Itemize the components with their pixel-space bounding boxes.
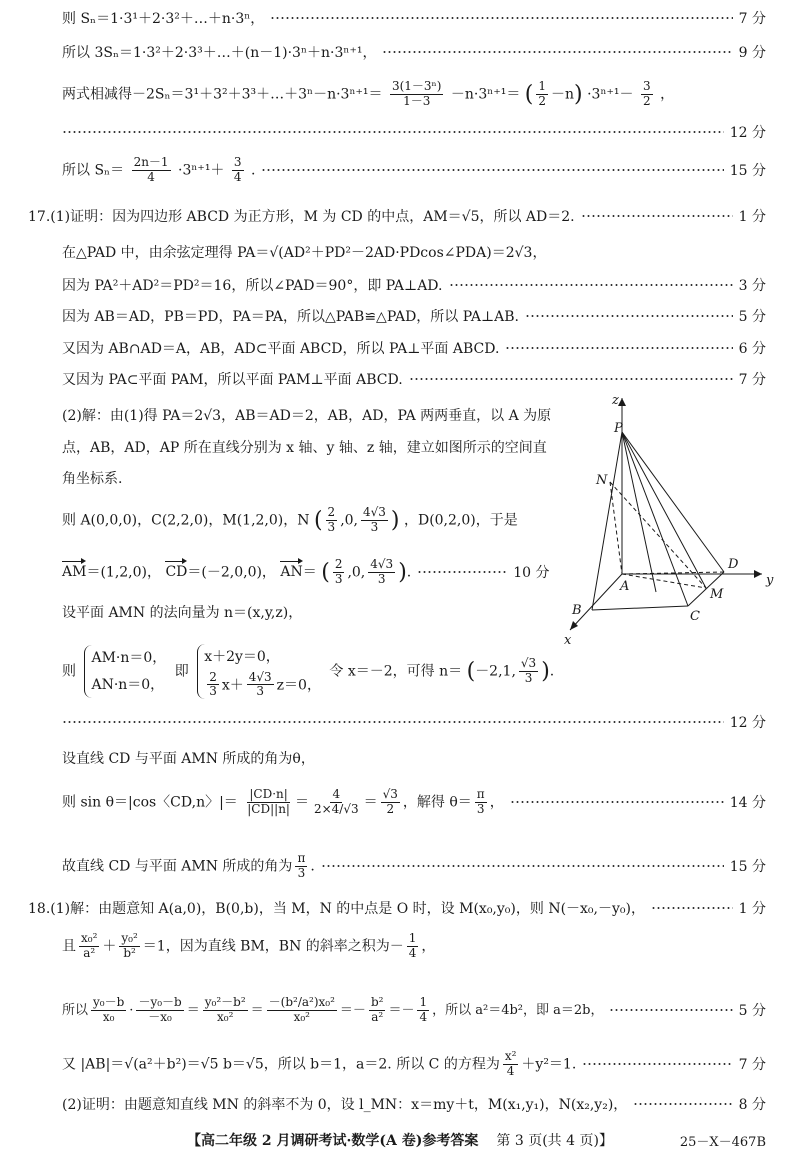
fraction: $\frac{\text{－y₀－b}}{\text{－x₀}}$ <box>138 995 182 1024</box>
solution-line: 所以 3Sₙ＝1·3²＋2·3³＋…＋(n－1)·3ⁿ＋n·3ⁿ⁺¹， 9 分 <box>62 42 766 62</box>
fraction: $\frac{√3}{3}$ <box>520 656 537 686</box>
score: 14 分 <box>729 795 766 812</box>
leader-dots <box>417 571 507 573</box>
score: 5 分 <box>738 309 766 325</box>
score: 12 分 <box>729 125 766 141</box>
solution-line: 角坐标系. <box>62 471 123 487</box>
fraction: $\frac{\text{－(b²/a²)x₀²}}{\text{x₀²}}$ <box>268 995 335 1024</box>
fraction: $\frac{\text{x²}}{4}$ <box>504 1049 517 1078</box>
score: 1 分 <box>738 209 766 225</box>
leader-dots <box>409 378 733 380</box>
fraction: $\frac{√3}{2}$ <box>382 787 398 816</box>
fraction: $\frac{4√3}{3}$ <box>363 505 386 534</box>
equation-system: x＋2y＝0， $\frac{2}{3}$ x＋ $\frac{4√3}{3}$ z＝0， <box>197 644 321 699</box>
fraction: $\frac{1}{2}$ <box>538 79 547 108</box>
score: 15 分 <box>729 163 766 180</box>
solution-line: 所以 Sₙ＝ $\frac{2n-1}{4}$ ·3ⁿ⁺¹＋ $\frac{3}{4}$ . 15 分 <box>62 155 766 184</box>
fraction: $\frac{1}{4}$ <box>419 995 428 1024</box>
leader-dots <box>651 907 733 909</box>
leader-dots <box>382 51 732 53</box>
fraction: $\frac{\pi}{3}$ <box>297 851 306 880</box>
score: 7 分 <box>738 11 766 27</box>
score: 9 分 <box>738 45 766 61</box>
fraction: $\frac{3}{4}$ <box>233 155 242 184</box>
fraction: $\frac{4}{2\times 4/√3}$ <box>313 787 359 816</box>
leader-dots <box>505 347 732 349</box>
fraction: $\frac{\text{b²}}{\text{a²}}$ <box>370 995 384 1024</box>
problem-17-header: 17.(1)证明：因为四边形 ABCD 为正方形，M 为 CD 的中点，AM＝√5，所以 AD＝2. 1 分 <box>28 206 766 226</box>
leader-dots <box>609 1009 732 1011</box>
svg-text:z: z <box>612 393 619 408</box>
x-axis <box>570 574 622 630</box>
solution-line: 两式相减得－2Sₙ＝3¹＋3²＋3³＋…＋3ⁿ－n·3ⁿ⁺¹＝ $\frac{\text{3(1－3ⁿ)}}{1-3}$ －n·3ⁿ⁺¹＝ ( $\frac{1}{2}$ －n) ·3ⁿ⁺¹－ $\frac{3}{2}$ ， <box>62 79 675 108</box>
solution-line: 故直线 CD 与平面 AMN 所成的角为 $\frac{\pi}{3}$ . 15 分 <box>62 851 766 880</box>
solution-line: 则 AM·n＝0， AN·n＝0， 即 x＋2y＝0， $\frac{2}{3}$ x＋ $\frac{4√3}{3}$ z＝0， 令 x＝－2，可得 n＝ (－2,1, $\frac{√3}{3}$ ). <box>62 644 766 699</box>
solution-line: 因为 AB＝AD，PB＝PD，PA＝PA，所以△PAB≌△PAD，所以 PA⊥AB. 5 分 <box>62 306 766 326</box>
solution-line: AM＝(1,2,0)， CD＝(－2,0,0)， AN＝ ( $\frac{2}{3}$ ,0, $\frac{4√3}{3}$ ). 10 分 <box>62 557 550 586</box>
fraction: $\frac{\text{x₀²}}{\text{a²}}$ <box>81 931 98 960</box>
score: 5 分 <box>738 1003 766 1020</box>
svg-text:C: C <box>690 609 700 624</box>
fraction: $\frac{|CD\cdot n|}{|CD||n|}$ <box>247 787 290 816</box>
score: 3 分 <box>738 278 766 294</box>
solution-line: 点，AB，AD，AP 所在直线分别为 x 轴、y 轴、z 轴，建立如图所示的空间直 <box>62 440 547 456</box>
solution-line: 设直线 CD 与平面 AMN 所成的角为θ， <box>62 751 315 767</box>
fraction: $\frac{2}{3}$ <box>334 557 343 586</box>
fraction: $\frac{\text{3(1－3ⁿ)}}{1-3}$ <box>391 79 442 108</box>
footer-title: 【高二年级 2 月调研考试·数学(A 卷)参考答案 <box>187 1133 479 1149</box>
solution-line: 且 $\frac{\text{x₀²}}{\text{a²}}$ ＋ $\frac{\text{y₀²}}{\text{b²}}$ ＝1，因为直线 BM，BN 的斜率之积为－ $\frac{1}{4}$ ， <box>62 931 436 960</box>
fraction: $\frac{4√3}{3}$ <box>248 669 272 699</box>
solution-line: 又 |AB|＝√(a²＋b²)＝√5 b＝√5，所以 b＝1，a＝2. 所以 C 的方程为 $\frac{\text{x²}}{4}$ ＋y²＝1. 7 分 <box>62 1049 766 1078</box>
svg-text:A: A <box>620 579 630 594</box>
solution-line: 因为 PA²＋AD²＝PD²＝16，所以∠PAD＝90°，即 PA⊥AD. 3 分 <box>62 275 766 295</box>
fraction: $\frac{1}{4}$ <box>408 931 417 960</box>
page-footer <box>0 1128 800 1152</box>
leader-dots <box>633 1103 732 1105</box>
leader-dots <box>261 169 723 171</box>
score: 8 分 <box>738 1097 766 1113</box>
fraction: $\frac{2n-1}{4}$ <box>133 155 169 184</box>
fraction: $\frac{\text{y₀－b}}{\text{x₀}}$ <box>93 995 125 1024</box>
edge-PM <box>622 432 706 588</box>
svg-text:M: M <box>710 587 724 602</box>
leader-dots <box>62 721 724 723</box>
score: 7 分 <box>738 1057 766 1074</box>
pyramid-coordinate-figure <box>552 392 782 648</box>
leader-dots <box>449 284 733 286</box>
edge-PC <box>622 432 688 606</box>
svg-text:y: y <box>766 573 774 588</box>
svg-text:D: D <box>728 557 739 572</box>
svg-text:P: P <box>614 421 623 436</box>
page-number: 第 3 页(共 4 页)】 <box>496 1133 613 1149</box>
fraction: $\frac{\text{y₀²－b²}}{\text{x₀²}}$ <box>204 995 246 1024</box>
leader-dots <box>525 315 733 317</box>
fraction: $\frac{\text{y₀²}}{\text{b²}}$ <box>121 931 138 960</box>
fraction: $\frac{3}{2}$ <box>642 79 651 108</box>
solution-line: 则 sin θ＝|cos〈CD,n〉|＝ $\frac{|CD\cdot n|}{|CD||n|}$ ＝ $\frac{4}{2\times 4/√3}$ ＝ $\frac{√3}{2}$ ，解得 θ＝ $\frac{\pi}{3}$ ， 14 分 <box>62 787 766 816</box>
leader-dots <box>270 17 732 19</box>
score: 12 分 <box>729 715 766 731</box>
solution-line: (2)解：由(1)得 PA＝2√3，AB＝AD＝2，AB，AD，PA 两两垂直，以 A 为原 <box>62 408 552 424</box>
equation-system: AM·n＝0， AN·n＝0， <box>84 645 166 698</box>
score: 7 分 <box>738 372 766 388</box>
leader-dots <box>581 215 733 217</box>
solution-line: 在△PAD 中，由余弦定理得 PA＝√(AD²＋PD²－2AD·PDcos∠PDA)＝2√3， <box>62 245 547 261</box>
score: 1 分 <box>738 901 766 917</box>
score: 10 分 <box>513 565 550 582</box>
leader-dots <box>582 1063 732 1065</box>
fraction: $\frac{4√3}{3}$ <box>370 557 394 586</box>
solution-line <box>62 712 766 732</box>
leader-dots <box>321 865 724 867</box>
fraction: $\frac{2}{3}$ <box>327 505 336 534</box>
doc-code: 25－X－467B <box>679 1134 766 1150</box>
solution-line: 设平面 AMN 的法向量为 n＝(x,y,z)， <box>62 605 303 621</box>
svg-text:N: N <box>596 473 608 488</box>
score: 6 分 <box>738 341 766 357</box>
solution-line: 又因为 AB∩AD＝A，AB，AD⊂平面 ABCD，所以 PA⊥平面 ABCD. 6 分 <box>62 338 766 358</box>
svg-text:x: x <box>564 633 572 648</box>
fraction: $\frac{2}{3}$ <box>209 669 217 699</box>
edge-PB <box>592 432 622 610</box>
svg-text:B: B <box>572 603 582 618</box>
solution-line: 所以 $\frac{\text{y₀－b}}{\text{x₀}}$ · $\frac{\text{－y₀－b}}{\text{－x₀}}$ ＝ $\frac{\text{y₀²－b²}}{\text{x₀²}}$ ＝ $\frac{\text{－(b²/a²)x₀²}}{\text{x₀²}}$ ＝－ $\frac{\text{b²}}{\text{a²}}$ ＝－ $\frac{1}{4}$ ，所以 a²＝4b²，即 a＝2b， 5 分 <box>62 995 766 1024</box>
problem-18-header: 18.(1)解：由题意知 A(a,0)，B(0,b)，当 M，N 的中点是 O 时，设 M(x₀,y₀)，则 N(－x₀,－y₀)， 1 分 <box>28 898 766 918</box>
edge-BC <box>592 606 688 610</box>
score: 15 分 <box>729 859 766 876</box>
solution-line <box>62 122 766 142</box>
leader-dots <box>510 801 724 803</box>
leader-dots <box>62 131 724 133</box>
solution-line: (2)证明：由题意知直线 MN 的斜率不为 0，设 l_MN：x＝my＋t，M(x₁,y₁)，N(x₂,y₂)， 8 分 <box>62 1094 766 1114</box>
fraction: $\frac{\pi}{3}$ <box>476 787 485 816</box>
solution-line: 又因为 PA⊂平面 PAM，所以平面 PAM⊥平面 ABCD. 7 分 <box>62 369 766 389</box>
solution-line: 则 A(0,0,0)，C(2,2,0)，M(1,2,0)，N ( $\frac{2}{3}$ ,0, $\frac{4√3}{3}$ ) ，D(0,2,0)，于是 <box>62 505 518 534</box>
solution-line: 则 Sₙ＝1·3¹＋2·3²＋…＋n·3ⁿ， 7 分 <box>62 8 766 28</box>
